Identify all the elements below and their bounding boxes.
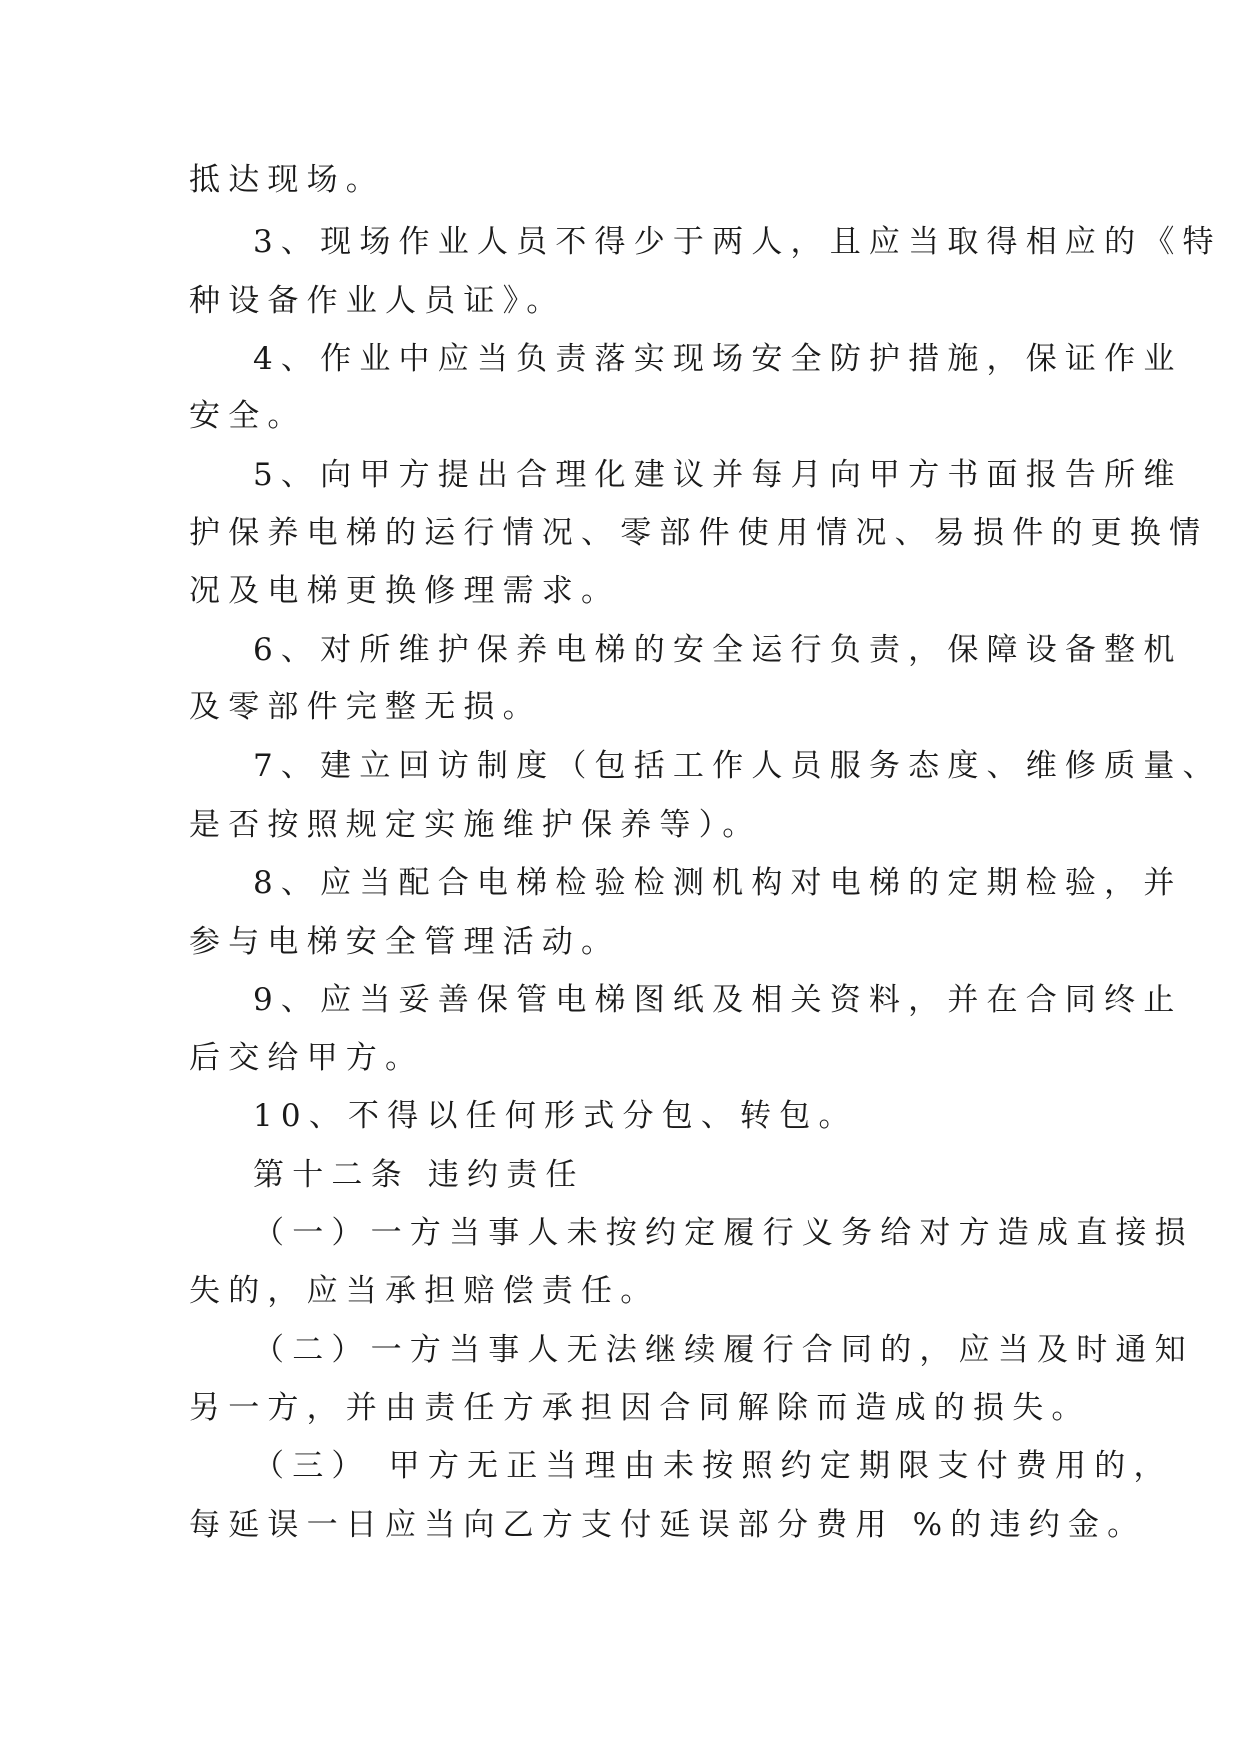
text-line: 抵达现场。 xyxy=(189,162,385,198)
text-line: 6、对所维护保养电梯的安全运行负责，保障设备整机 xyxy=(253,632,1183,668)
text-line: 10、不得以任何形式分包、转包。 xyxy=(253,1098,858,1134)
text-line: 5、向甲方提出合理化建议并每月向甲方书面报告所维 xyxy=(253,457,1183,493)
text-line: 4、作业中应当负责落实现场安全防护措施，保证作业 xyxy=(253,341,1183,377)
text-line: 失的，应当承担赔偿责任。 xyxy=(189,1273,660,1309)
text-line: 3、现场作业人员不得少于两人，且应当取得相应的《特 xyxy=(253,224,1222,260)
text-line: 后交给甲方。 xyxy=(189,1040,425,1076)
text-line: 每延误一日应当向乙方支付延误部分费用 %的违约金。 xyxy=(189,1507,1147,1543)
text-line: （一）一方当事人未按约定履行义务给对方造成直接损 xyxy=(253,1215,1194,1251)
text-line: 护保养电梯的运行情况、零部件使用情况、易损件的更换情 xyxy=(189,515,1209,551)
text-line: 8、应当配合电梯检验检测机构对电梯的定期检验，并 xyxy=(253,865,1183,901)
text-line: （二）一方当事人无法继续履行合同的，应当及时通知 xyxy=(253,1332,1194,1368)
text-line: 及零部件完整无损。 xyxy=(189,689,542,725)
text-line: 9、应当妥善保管电梯图纸及相关资料，并在合同终止 xyxy=(253,982,1183,1018)
text-line: 种设备作业人员证》。 xyxy=(189,283,566,319)
text-line: 参与电梯安全管理活动。 xyxy=(189,924,621,960)
text-line: 是否按照规定实施维护保养等）。 xyxy=(189,807,762,843)
text-line: 另一方，并由责任方承担因合同解除而造成的损失。 xyxy=(189,1390,1091,1426)
text-line: 安全。 xyxy=(189,398,307,434)
text-line: 7、建立回访制度（包括工作人员服务态度、维修质量、 xyxy=(253,748,1222,784)
text-line: （三） 甲方无正当理由未按照约定期限支付费用的， xyxy=(253,1448,1173,1484)
section-heading: 第十二条 违约责任 xyxy=(253,1157,585,1193)
text-line: 况及电梯更换修理需求。 xyxy=(189,573,621,609)
